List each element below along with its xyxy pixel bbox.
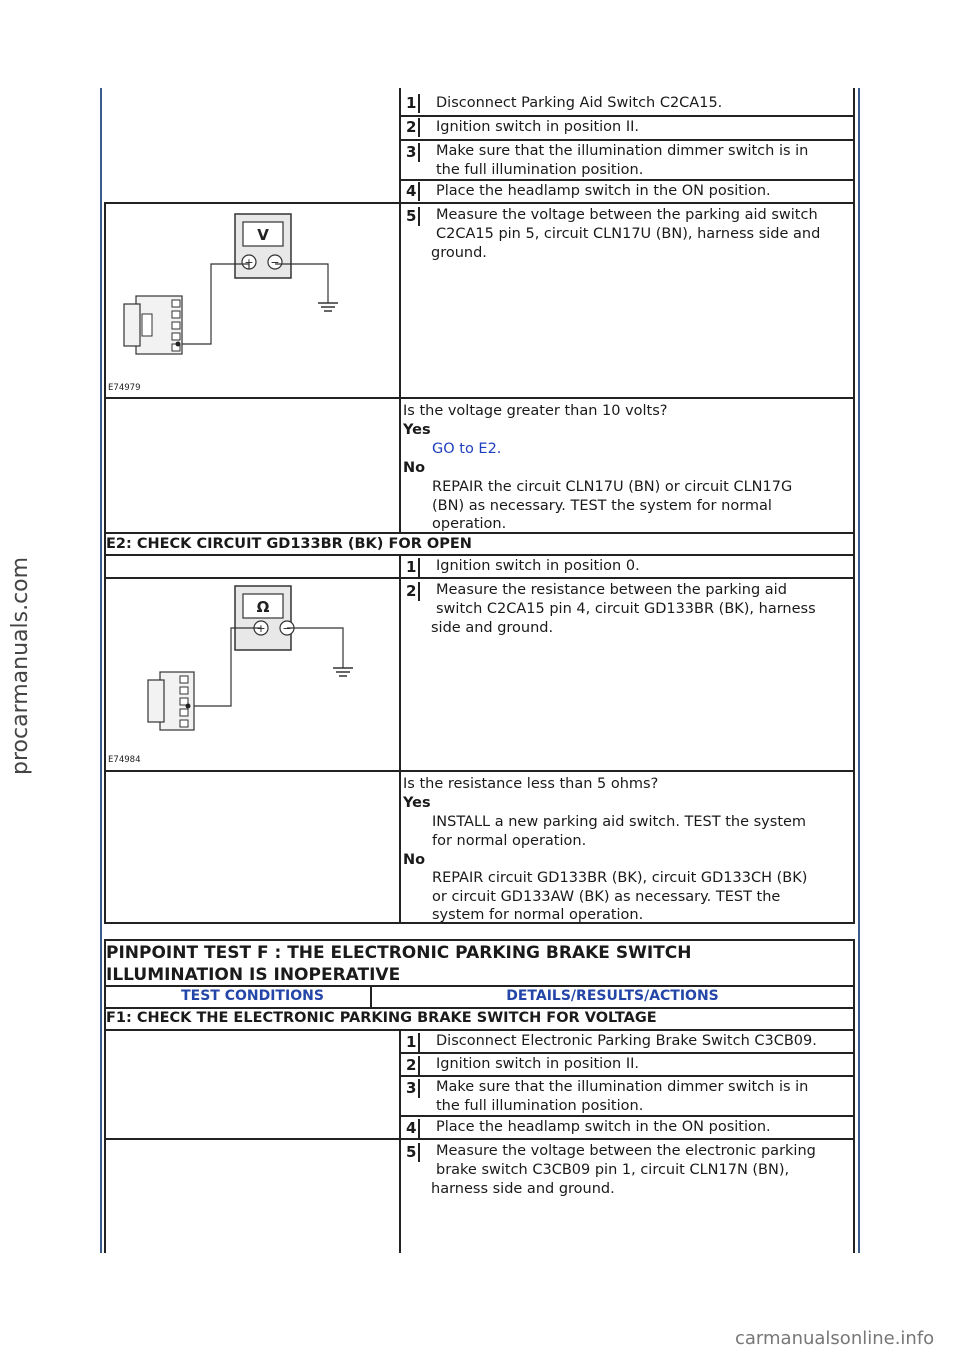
step-number: 2: [406, 582, 420, 601]
rule: [399, 1052, 855, 1054]
svg-text:+: +: [244, 256, 254, 269]
table-divider: [399, 88, 401, 534]
right-margin-bar: [858, 88, 860, 1253]
no-label: No: [403, 460, 426, 476]
table-divider: [399, 1029, 401, 1253]
step-number: 4: [406, 1119, 420, 1138]
step-text: Make sure that the illumination dimmer switch is in: [436, 1079, 809, 1095]
step-text: Measure the resistance between the parking aid: [436, 582, 787, 598]
step-text: side and ground.: [431, 620, 554, 636]
table-divider: [399, 554, 401, 924]
rule: [104, 202, 855, 204]
step-text: Measure the voltage between the electronic parking: [436, 1143, 816, 1159]
step-text: C2CA15 pin 5, circuit CLN17U (BN), harness side and: [436, 226, 821, 242]
step-number: 3: [406, 1079, 420, 1098]
column-header-details: DETAILS/RESULTS/ACTIONS: [506, 988, 719, 1004]
rule: [104, 1138, 855, 1140]
step-text: Measure the voltage between the parking aid switch: [436, 207, 818, 223]
action-text: REPAIR circuit GD133BR (BK), circuit GD133CH (BK): [432, 870, 808, 886]
step-number: 4: [406, 182, 420, 201]
section-header: F1: CHECK THE ELECTRONIC PARKING BRAKE SWITCH FOR VOLTAGE: [106, 1010, 657, 1026]
step-text: ground.: [431, 245, 487, 261]
go-to-e2-link[interactable]: GO to E2.: [432, 441, 502, 457]
step-number: 3: [406, 143, 420, 162]
action-text: INSTALL a new parking aid switch. TEST the system: [432, 814, 807, 830]
rule: [104, 985, 855, 987]
svg-text:+: +: [256, 622, 266, 635]
rule: [104, 554, 855, 556]
left-margin-bar: [100, 88, 102, 1253]
step-number: 5: [406, 1143, 420, 1162]
section-header: E2: CHECK CIRCUIT GD133BR (BK) FOR OPEN: [106, 536, 472, 552]
pinpoint-test-title: PINPOINT TEST F : THE ELECTRONIC PARKING BRAKE SWITCH: [106, 943, 692, 963]
step-number: 1: [406, 558, 420, 577]
step-text: the full illumination position.: [436, 162, 644, 178]
step-text: harness side and ground.: [431, 1181, 615, 1197]
svg-text:−: −: [270, 256, 280, 269]
action-text: REPAIR the circuit CLN17U (BN) or circuit CLN17G: [432, 479, 793, 495]
action-text: or circuit GD133AW (BK) as necessary. TEST the: [432, 889, 781, 905]
figure-label: E74984: [108, 755, 141, 765]
rule: [399, 1075, 855, 1077]
action-text: system for normal operation.: [432, 907, 644, 923]
figure-label: E74979: [108, 383, 141, 393]
action-text: operation.: [432, 516, 507, 532]
table-right-border: [853, 532, 855, 924]
question-text: Is the resistance less than 5 ohms?: [403, 776, 659, 792]
table-left-border: [104, 532, 106, 924]
table-right-border: [853, 88, 855, 534]
table-left-border: [104, 202, 106, 534]
rule: [399, 139, 855, 141]
step-text: Make sure that the illumination dimmer switch is in: [436, 143, 809, 159]
step-text: Ignition switch in position II.: [436, 1056, 640, 1072]
step-text: Place the headlamp switch in the ON position.: [436, 183, 771, 199]
rule: [104, 1007, 855, 1009]
rule: [104, 397, 855, 399]
step-number: 2: [406, 1056, 420, 1075]
step-number: 1: [406, 94, 420, 113]
step-text: the full illumination position.: [436, 1098, 644, 1114]
step-text: Disconnect Electronic Parking Brake Switch C3CB09.: [436, 1033, 817, 1049]
rule: [399, 115, 855, 117]
side-watermark: procarmanuals.com: [8, 556, 33, 775]
rule: [104, 1029, 855, 1031]
step-number: 2: [406, 118, 420, 137]
step-number: 5: [406, 207, 420, 226]
step-text: brake switch C3CB09 pin 1, circuit CLN17N (BN),: [436, 1162, 790, 1178]
voltmeter-diagram: [110, 208, 390, 393]
yes-label: Yes: [403, 795, 431, 811]
meter-symbol: Ω: [256, 598, 270, 616]
action-text: for normal operation.: [432, 833, 587, 849]
no-label: No: [403, 852, 426, 868]
step-text: Ignition switch in position II.: [436, 119, 640, 135]
step-text: Ignition switch in position 0.: [436, 558, 640, 574]
column-header-test-conditions: TEST CONDITIONS: [181, 988, 324, 1004]
rule: [104, 577, 855, 579]
rule: [104, 770, 855, 772]
step-text: Place the headlamp switch in the ON position.: [436, 1119, 771, 1135]
action-text: (BN) as necessary. TEST the system for normal: [432, 498, 772, 514]
question-text: Is the voltage greater than 10 volts?: [403, 403, 668, 419]
step-text: switch C2CA15 pin 4, circuit GD133BR (BK), harness: [436, 601, 816, 617]
step-number: 1: [406, 1033, 420, 1052]
pinpoint-test-title: ILLUMINATION IS INOPERATIVE: [106, 965, 401, 985]
bottom-watermark: carmanualsonline.info: [735, 1328, 935, 1349]
svg-text:−: −: [282, 622, 292, 635]
step-text: Disconnect Parking Aid Switch C2CA15.: [436, 95, 723, 111]
yes-label: Yes: [403, 422, 431, 438]
ohmmeter-diagram: [110, 582, 390, 767]
meter-symbol: V: [257, 226, 269, 244]
